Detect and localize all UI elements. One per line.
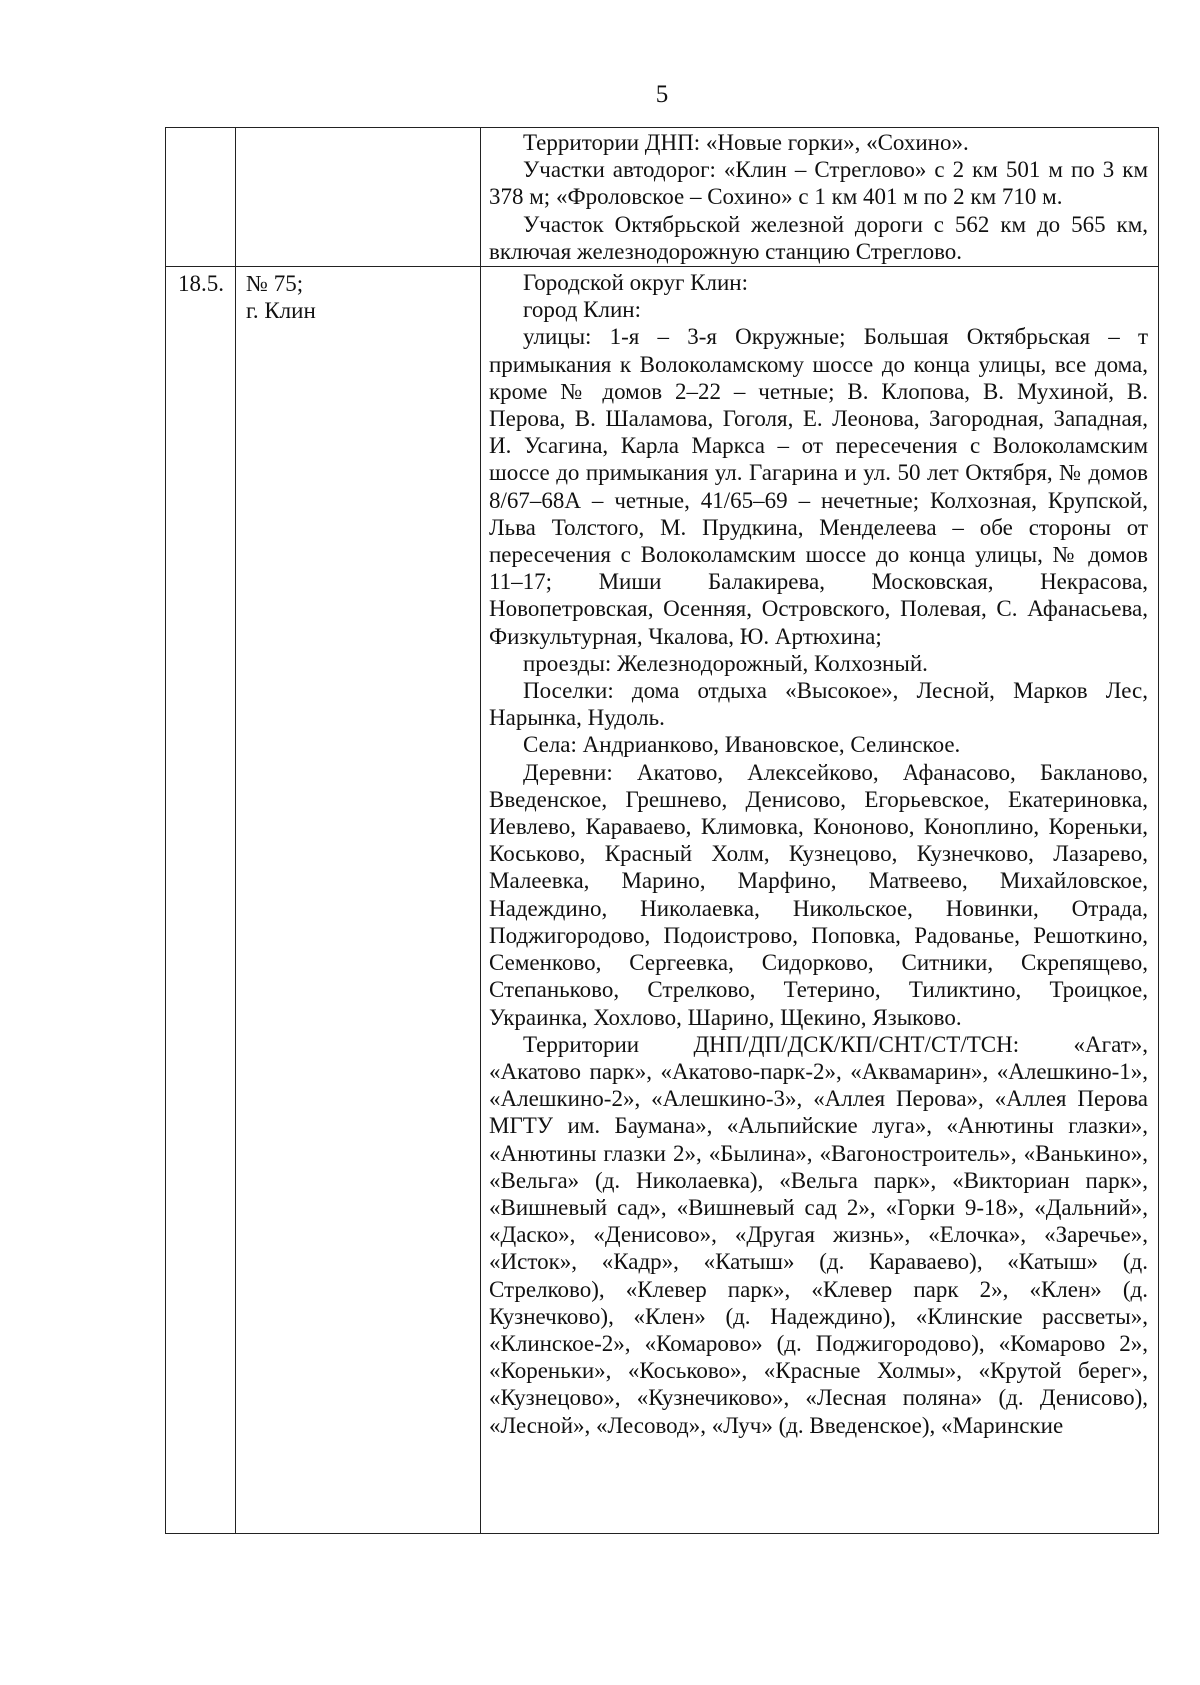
description-paragraph: проезды: Железнодорожный, Колхозный. — [523, 650, 928, 676]
description-paragraph: Участок Октябрьской железной дороги с 562 км до 565 км, включая железнодорожную станцию Стреглово. — [489, 211, 1148, 264]
row-number-cell: 18.5. — [166, 267, 236, 1534]
district-cell — [236, 128, 481, 267]
districts-table — [165, 127, 1159, 1534]
description-paragraph: город Клин: — [523, 297, 641, 323]
description-paragraph: Территории ДНП: «Новые горки», «Сохино». — [523, 130, 969, 155]
district-number: № 75; — [246, 271, 304, 297]
description-paragraph: Села: Андрианково, Ивановское, Селинское. — [523, 732, 961, 758]
district-cell — [236, 267, 481, 1534]
table-row — [166, 128, 1159, 267]
description-paragraph: Участки автодорог: «Клин – Стреглово» с 2 км 501 м по 3 км 378 м; «Фроловское – Сохино» с 1 км 401 м по 2 км 710 м. — [489, 157, 1148, 210]
page-number: 5 — [655, 81, 669, 108]
row-number-cell — [166, 128, 236, 267]
description-paragraph: Территории ДНП/ДП/ДСК/КП/СНТ/СТ/ТСН: «Агат», «Акатово парк», «Акатово-парк-2», «Аквамарин», «Алешкино-1», «Алешкино-2», «Алешкино-3», «Аллея Перова», «Аллея Перова МГТУ им. Баумана», «Альпийские луга», «Анютины глазки», «Анютины глазки 2», «Былина», «Вагоностроитель», «Ванькино», «Вельга» (д. Николаевка), «Вельга парк», «Викториан парк», «Вишневый сад», «Вишневый сад 2», «Горки 9-18», «Дальний», «Даско», «Денисово», «Другая жизнь», «Елочка», «Заречье», «Исток», «Кадр», «Катыш» (д. Караваево), «Катыш» (д. Стрелково), «Клевер парк», «Клевер парк 2», «Клен» (д. Кузнечково), «Клен» (д. Надеждино), «Клинские рассветы», «Клинское-2», «Комарово» (д. Поджигородово), «Комарово 2», «Кореньки», «Коськово», «Красные Холмы», «Крутой берег», «Кузнецово», «Кузнечиково», «Лесная поляна» (д. Денисово), «Лесной», «Лесовод», «Луч» (д. Введенское), «Маринские — [489, 1031, 1148, 1438]
description-paragraph: Деревни: Акатово, Алексейково, Афанасово, Бакланово, Введенское, Грешнево, Денисово, Егорьевское, Екатериновка, Иевлево, Караваево, Климовка, Кононово, Коноплино, Кореньки, Коськово, Красный Холм, Кузнецово, Кузнечково, Лазарево, Малеевка, Марино, Марфино, Матвеево, Михайловское, Надеждино, Николаевка, Никольское, Новинки, Отрада, Поджигородово, Подоистрово, Поповка, Радованье, Решоткино, Семенково, Сергеевка, Сидорково, Ситники, Скрепящево, Степаньково, Стрелково, Тетерино, Тиликтино, Троицкое, Украинка, Хохлово, Шарино, Щекино, Языково. — [489, 759, 1148, 1030]
description-paragraph: улицы: 1-я – 3-я Окружные; Большая Октябрьская – т примыкания к Волоколамскому шоссе до конца улицы, все дома, кроме № домов 2–22 – четные; В. Клопова, В. Мухиной, В. Перова, В. Шаламова, Гоголя, Е. Леонова, Загородная, Западная, И. Усагина, Карла Маркса – от пересечения с Волоколамским шоссе до примыкания ул. Гагарина и ул. 50 лет Октября, № домов 8/67–68А – четные, 41/65–69 – нечетные; Колхозная, Крупской, Льва Толстого, М. Прудкина, Менделеева – обе стороны от пересечения с Волоколамским шоссе до конца улицы, № домов 11–17; Миши Балакирева, Московская, Некрасова, Новопетровская, Осенняя, Островского, Полевая, С. Афанасьева, Физкультурная, Чкалова, Ю. Артюхина; — [489, 324, 1148, 649]
table-row — [166, 267, 1159, 1534]
district-city: г. Клин — [246, 298, 316, 324]
description-cell — [481, 128, 1159, 267]
description-paragraph: Городской округ Клин: — [523, 270, 748, 296]
description-paragraph: Поселки: дома отдыха «Высокое», Лесной, Марков Лес, Нарынка, Нудоль. — [489, 678, 1148, 731]
description-cell — [481, 267, 1159, 1534]
